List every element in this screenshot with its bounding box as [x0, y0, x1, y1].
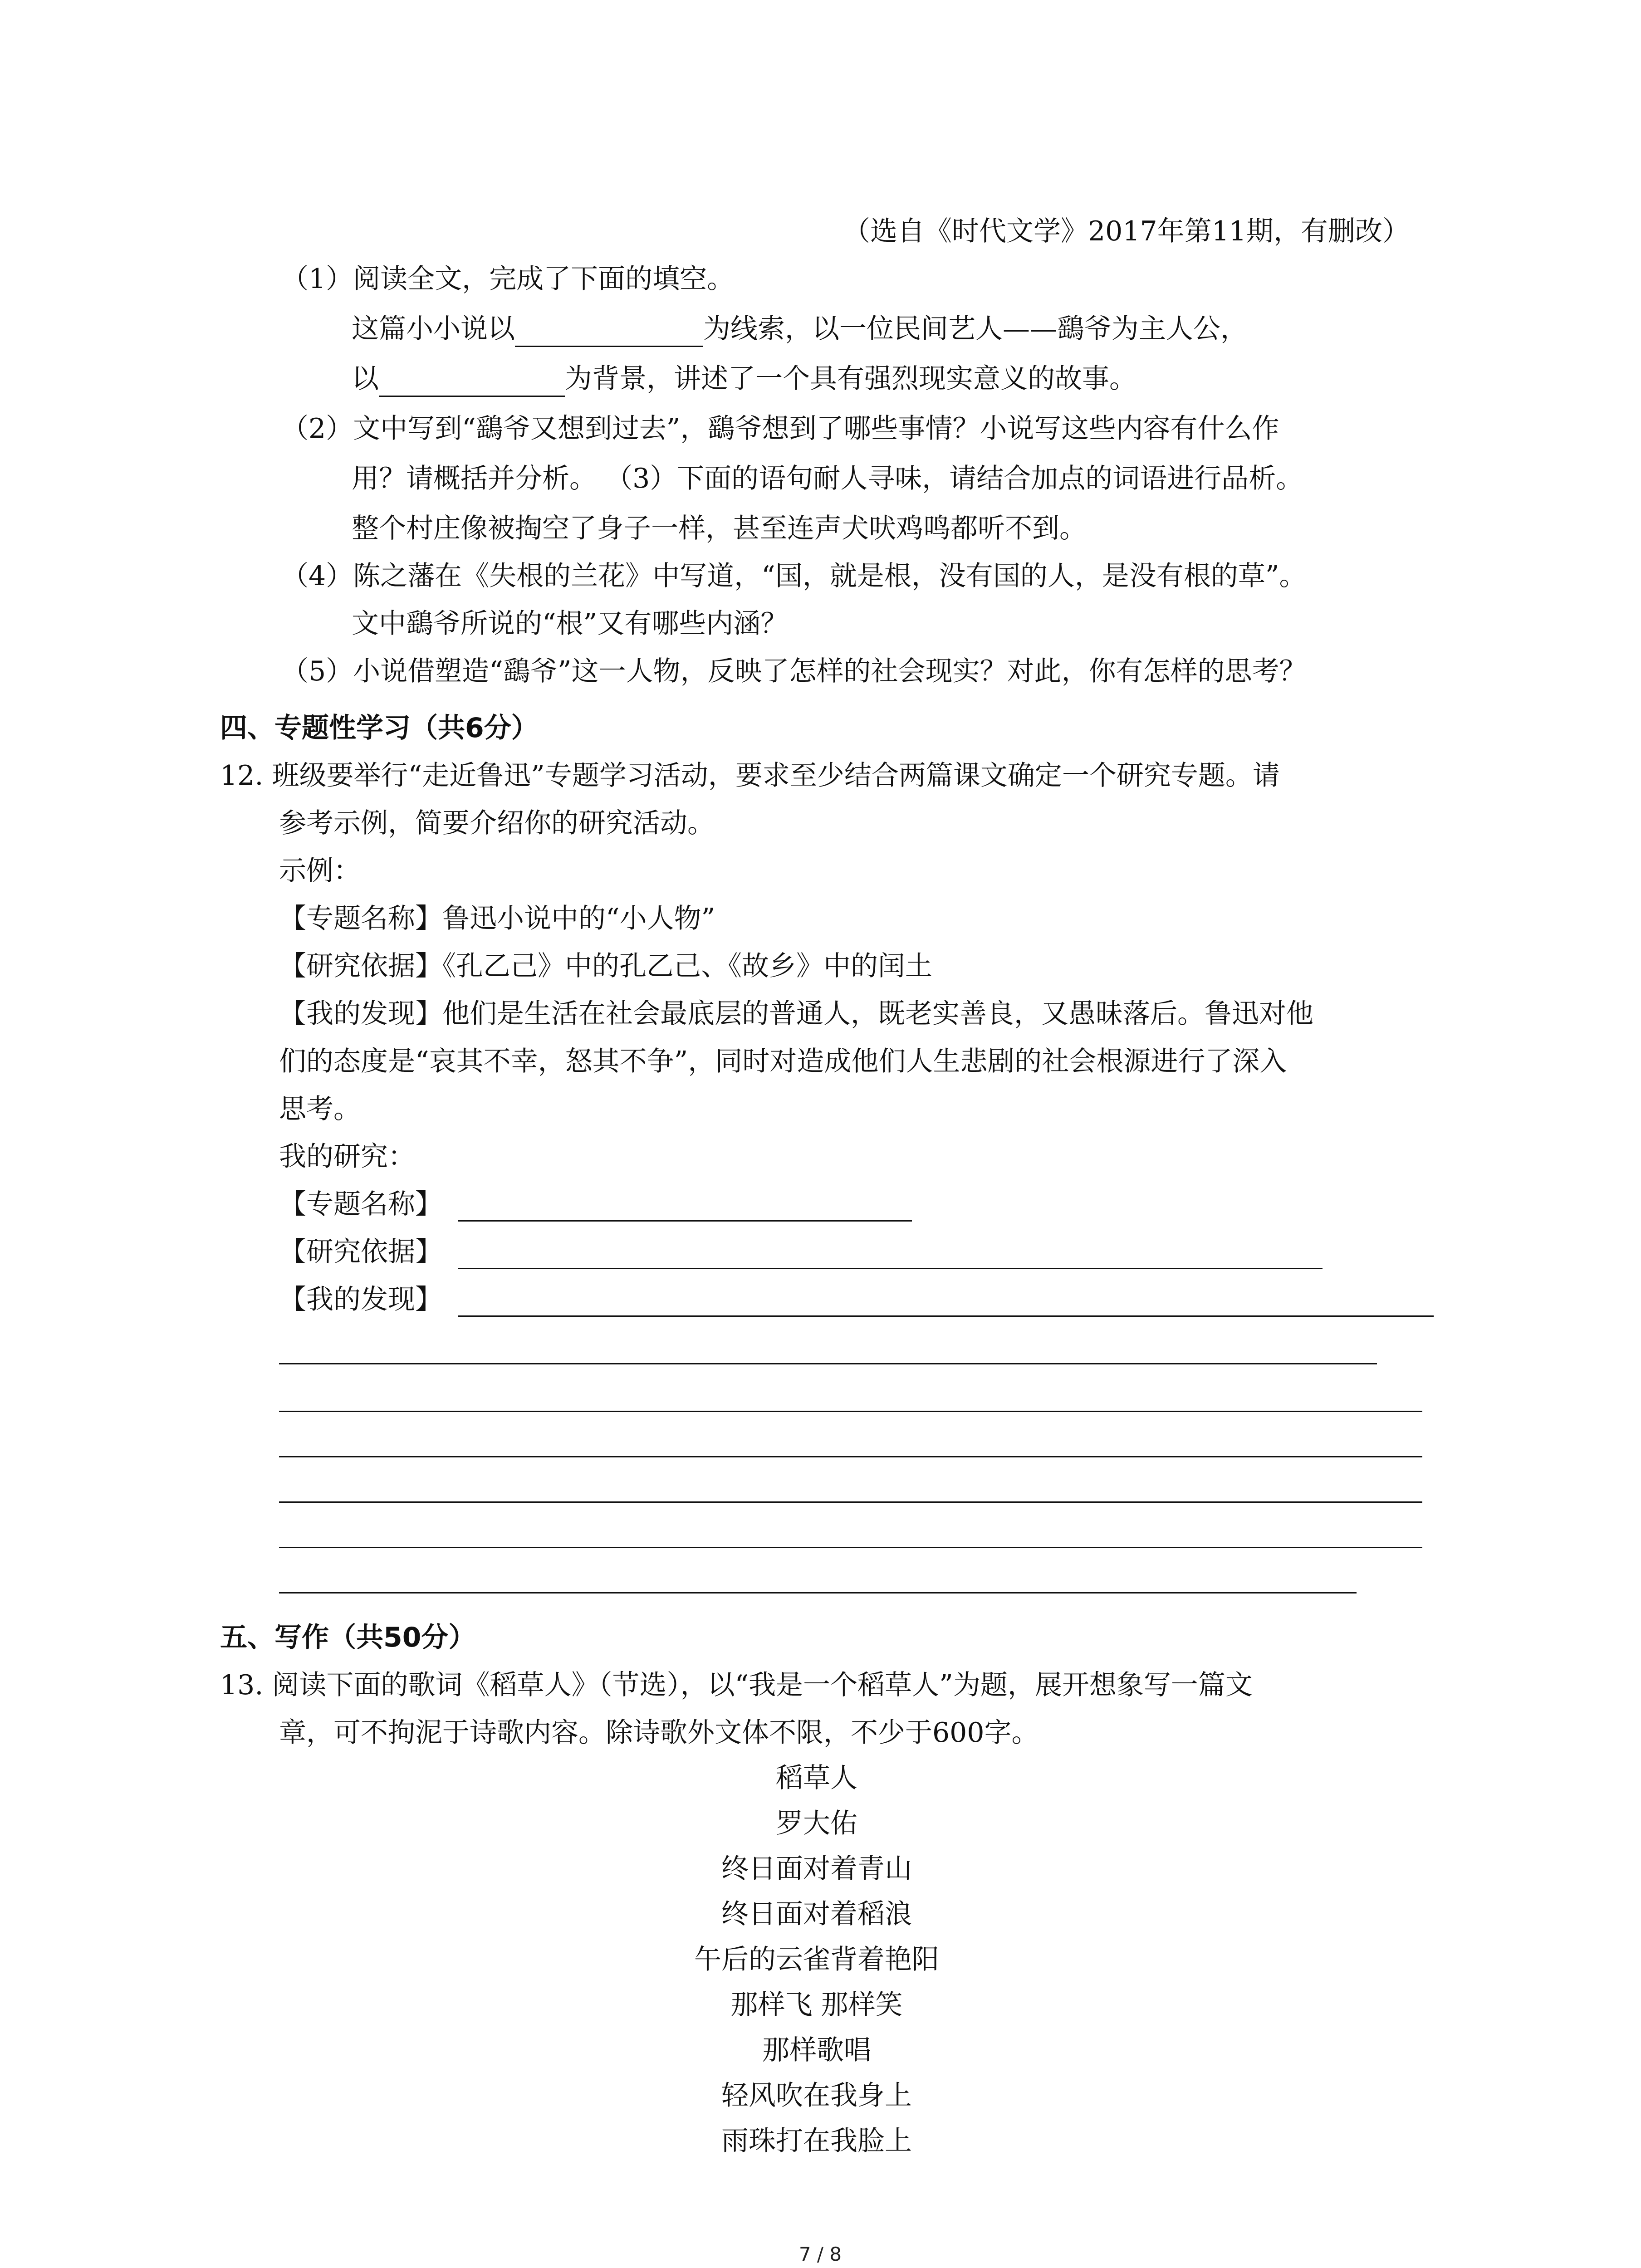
poem-author: 罗大佑 — [776, 1808, 857, 1839]
section5-heading: 五、写作（共50分） — [220, 1622, 476, 1653]
q4-line-2: 文中鷂爷所说的“根”又有哪些内涵？ — [352, 608, 788, 640]
q1-prompt: （1）阅读全文，完成了下面的填空。 — [281, 263, 735, 295]
q12-my-finding-answer-line-4[interactable] — [279, 1456, 1422, 1457]
q12-my-finding-answer-line-2[interactable] — [279, 1363, 1377, 1364]
q12-my-finding-answer-line-5[interactable] — [279, 1501, 1422, 1503]
q1-text-d: 为背景，讲述了一个具有强烈现实意义的故事。 — [565, 363, 1136, 395]
poem-title: 稻草人 — [776, 1762, 857, 1794]
q4-line-1: （4）陈之藩在《失根的兰花》中写道，“国，就是根，没有国的人，是没有根的草”。 — [281, 560, 1307, 592]
q1-text-c: 以 — [352, 363, 379, 395]
q12-my-finding-answer-line-1[interactable] — [458, 1315, 1434, 1317]
q12-example-finding-2: 们的态度是“哀其不幸，怒其不争”，同时对造成他们人生悲剧的社会根源进行了深入 — [279, 1046, 1287, 1077]
q1-blank-clue[interactable] — [515, 318, 703, 347]
q13-line-1: 13. 阅读下面的歌词《稻草人》（节选），以“我是一个稻草人”为题，展开想象写一篇文 — [220, 1669, 1253, 1701]
q13-line-2: 章，可不拘泥于诗歌内容。除诗歌外文体不限，不少于600字。 — [279, 1717, 1039, 1749]
q12-example-basis: 【研究依据】《孔乙己》中的孔乙己、《故乡》中的闰土 — [279, 950, 932, 982]
q12-line-2: 参考示例，简要介绍你的研究活动。 — [279, 807, 715, 839]
q1-fill-line-1 — [352, 311, 1248, 347]
q12-my-basis-answer-line[interactable] — [458, 1268, 1323, 1269]
q12-my-finding-answer-line-3[interactable] — [279, 1411, 1422, 1412]
poem-line: 轻风吹在我身上 — [721, 2080, 912, 2112]
source-citation: （选自《时代文学》2017年第11期，有删改） — [843, 215, 1410, 247]
q1-text-b: 为线索，以一位民间艺人——鷂爷为主人公， — [703, 313, 1248, 345]
q12-my-finding-answer-line-6[interactable] — [279, 1547, 1422, 1548]
q12-example-label: 示例： — [279, 855, 361, 887]
q12-my-finding-label: 【我的发现】 — [279, 1284, 442, 1315]
q12-example-finding-1: 【我的发现】他们是生活在社会最底层的普通人，既老实善良，又愚昧落后。鲁迅对他 — [279, 998, 1313, 1030]
page-number: 7 / 8 — [798, 2243, 842, 2265]
section4-heading: 四、专题性学习（共6分） — [220, 712, 539, 744]
q12-my-research-label: 我的研究： — [279, 1141, 415, 1173]
q12-my-basis-label: 【研究依据】 — [279, 1236, 442, 1268]
q3-sentence: 整个村庄像被掏空了身子一样，甚至连声犬吠鸡鸣都听不到。 — [352, 513, 1087, 544]
poem-line: 终日面对着稻浪 — [721, 1898, 912, 1930]
q1-text-a: 这篇小小说以 — [352, 313, 515, 345]
poem-line: 那样飞 那样笑 — [730, 1989, 903, 2021]
q12-my-topic-label: 【专题名称】 — [279, 1188, 442, 1220]
q1-fill-line-2 — [352, 361, 1136, 397]
q2-line-1: （2）文中写到“鷂爷又想到过去”，鷂爷想到了哪些事情？小说写这些内容有什么作 — [281, 413, 1279, 445]
q2-line-2: 用？请概括并分析。 （3）下面的语句耐人寻味，请结合加点的词语进行品析。 — [352, 463, 1303, 494]
q12-my-topic-answer-line[interactable] — [458, 1220, 912, 1222]
poem-line: 雨珠打在我脸上 — [721, 2125, 912, 2157]
q5-line-1: （5）小说借塑造“鷂爷”这一人物，反映了怎样的社会现实？对此，你有怎样的思考？ — [281, 655, 1307, 687]
poem-line: 午后的云雀背着艳阳 — [694, 1944, 939, 1975]
q1-blank-background[interactable] — [379, 368, 565, 397]
q12-line-1: 12. 班级要举行“走近鲁迅”专题学习活动，要求至少结合两篇课文确定一个研究专题。请 — [220, 760, 1280, 792]
q12-example-finding-3: 思考。 — [279, 1093, 361, 1125]
poem-line: 终日面对着青山 — [721, 1853, 912, 1885]
q12-example-topic: 【专题名称】鲁迅小说中的“小人物” — [279, 903, 715, 934]
q12-my-finding-answer-line-7[interactable] — [279, 1592, 1357, 1593]
poem-line: 那样歌唱 — [762, 2034, 871, 2066]
